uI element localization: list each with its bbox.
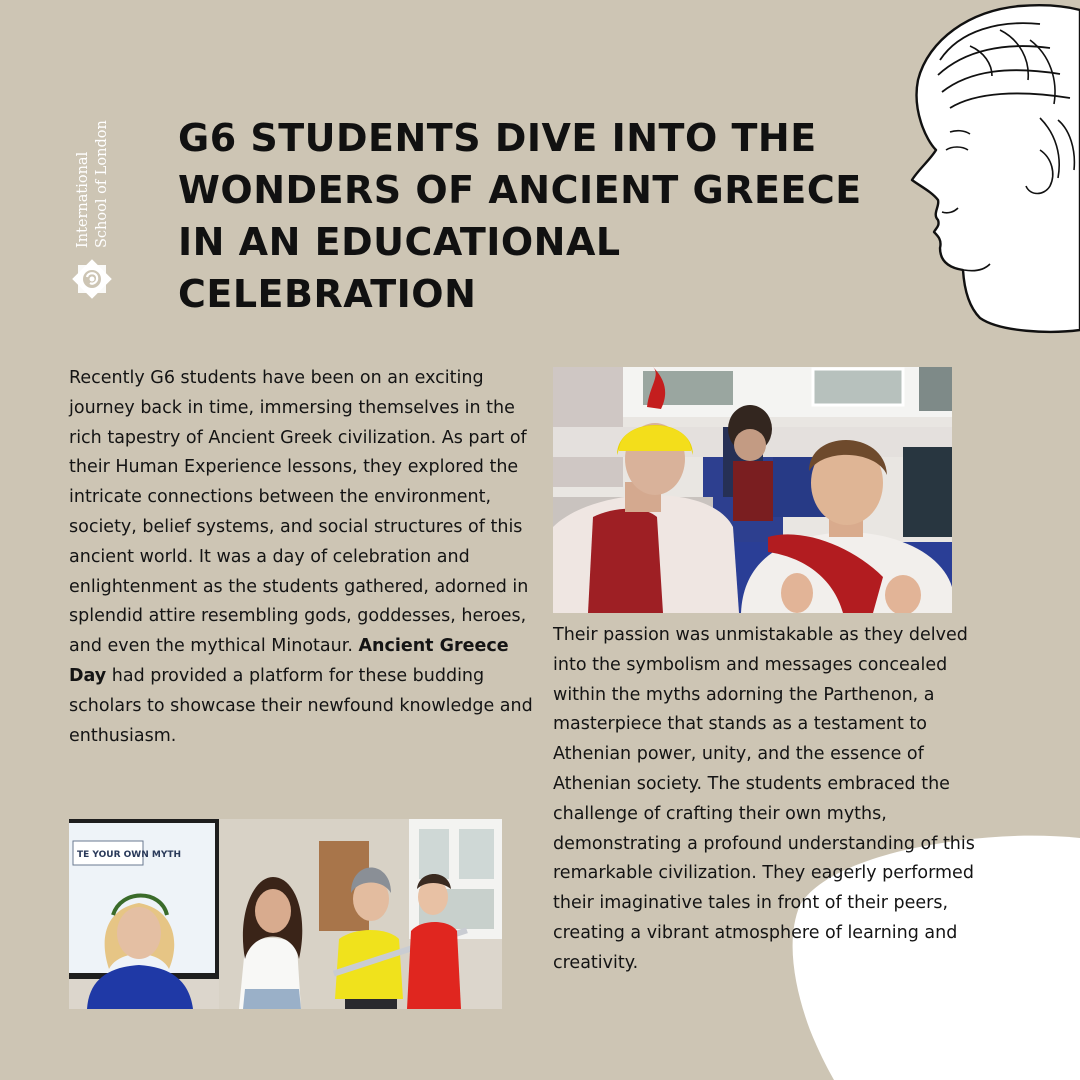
photo-create-your-own-myth — [69, 819, 502, 1009]
isl-logo-icon — [68, 255, 116, 303]
school-logo — [62, 110, 122, 310]
left-text-part2: had provided a platform for these budding scholars to showcase their newfound knowledge and enthusiasm. — [69, 665, 533, 746]
left-text-part1: Recently G6 students have been on an exciting journey back in time, immersing themselves in the rich tapestry of Ancient Greek civilization. As part of their Human Experience lessons, they explored the intricate connections between the environment, society, belief systems, and social structures of this ancient world. It was a day of celebration and enlightenment as the students gathered, adorned in splendid attire resembling gods, goddesses, heroes, and even the mythical Minotaur. — [69, 368, 529, 657]
photo-students-in-costumes — [553, 367, 952, 613]
left-text-bold: Ancient Greece Day — [69, 636, 509, 686]
page-title: G6 STUDENTS DIVE INTO THE WONDERS OF ANCIENT GREECE IN AN EDUCATIONAL CELEBRATION — [178, 116, 862, 316]
school-name-line1: International — [75, 151, 91, 248]
right-column-text: Their passion was unmistakable as they delved into the symbolism and messages concealed within the myths adorning the Parthenon, a masterpiece that stands as a testament to Athenian power, unity, and the essence of Athenian society. The students embraced the challenge of crafting their own myths, demonstrating a profound understanding of this remarkable civilization. They eagerly performed their imaginative tales in front of their peers, creating a vibrant atmosphere of learning and creativity. — [553, 625, 975, 973]
greek-head-line-art-icon — [880, 0, 1080, 340]
school-name — [74, 120, 112, 248]
school-name-line2: School of London — [94, 120, 110, 248]
screen-title-text: TE YOUR OWN MYTH — [77, 850, 182, 860]
left-column-text — [69, 364, 539, 751]
